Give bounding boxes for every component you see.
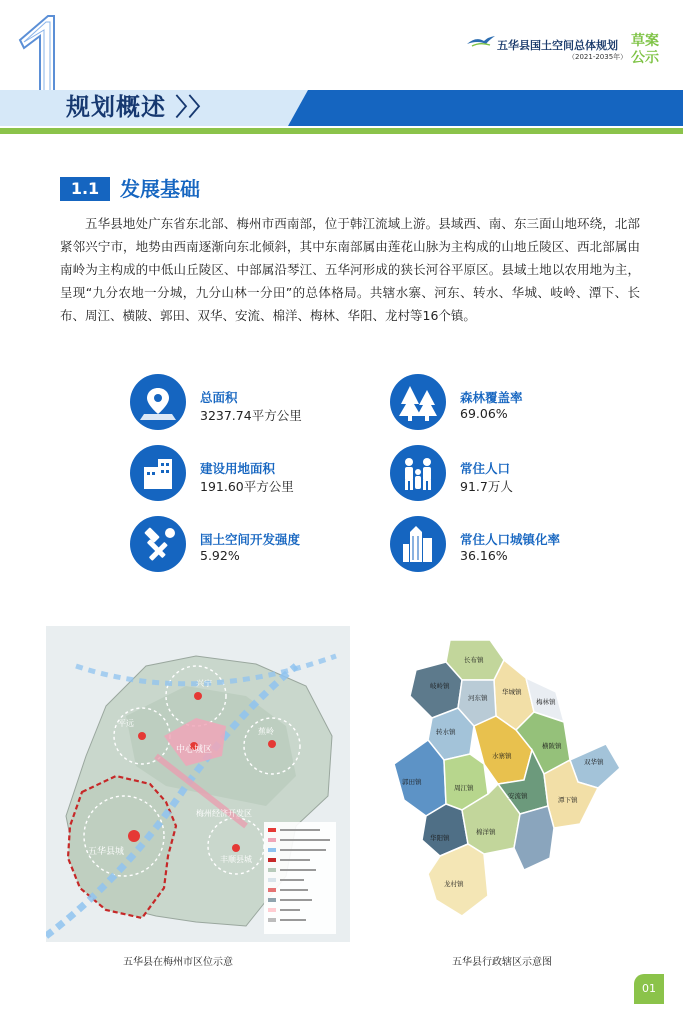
location-pin-icon (130, 374, 186, 430)
town-label: 华城镇 (502, 689, 522, 696)
stat-label-construction-land: 建设用地面积 (200, 461, 276, 476)
label-corridor: 梅州经济开发区 (196, 809, 252, 818)
stat-value-construction-land: 191.60平方公里 (200, 479, 294, 494)
stat-label-total-area: 总面积 (200, 390, 238, 405)
section-title: 发展基础 (120, 177, 200, 201)
town-label: 梅林镇 (536, 699, 556, 706)
section-paragraph: 五华县地处广东省东北部、梅州市西南部，位于韩江流域上游。县域西、南、东三面山地环绕，北部紧邻兴宁市，地势由西南逐渐向东北倾斜，其中东南部属由莲花山脉为主构成的山地丘陵区、西北部属由南岭为主构成的中低山丘陵区、中部属沿琴江、五华河形成的狭长河谷平原区。县域土地以农用地为主，呈现“九分农地一分城，九分山林一分田”的总体格局。共辖水寨、河东、转水、华城、岐岭、潭下、长布、周江、横陂、郭田、双华、安流、棉洋、梅林、华阳、龙村等16个镇。 (60, 216, 640, 323)
banner-underline (0, 128, 683, 134)
town-label: 棉洋镇 (476, 829, 496, 836)
plan-years: （2021-2035年） (568, 53, 628, 61)
label-fengshun: 丰顺县城 (220, 855, 252, 864)
town-label: 水寨镇 (492, 753, 512, 760)
town-label: 长布镇 (464, 657, 484, 664)
town-label: 安流镇 (508, 793, 528, 800)
label-wuhua: 五华县城 (88, 846, 125, 856)
label-jiaoling: 蕉岭 (258, 727, 274, 736)
stat-value-population: 91.7万人 (460, 479, 513, 494)
admin-map-caption: 五华县行政辖区示意图 (452, 957, 552, 968)
town-label: 郭田镇 (402, 779, 422, 786)
town-label: 岐岭镇 (430, 683, 450, 690)
city-skyline-icon (390, 516, 446, 572)
town-label: 龙村镇 (444, 881, 464, 888)
label-center-zone: 中心城区 (176, 744, 213, 754)
town-label: 周江镇 (454, 785, 474, 792)
location-map (46, 626, 350, 942)
people-icon (390, 445, 446, 501)
town-label: 双华镇 (584, 759, 604, 766)
stat-value-forest: 69.06% (460, 406, 508, 421)
document-title: 五华县国土空间总体规划 (497, 39, 618, 52)
label-xingning: 兴宁 (196, 679, 212, 688)
buildings-icon (130, 445, 186, 501)
bird-logo-icon (466, 34, 496, 48)
town-label: 潭下镇 (558, 797, 578, 804)
label-pingyuan: 平远 (118, 719, 134, 728)
town-label: 横陂镇 (542, 743, 562, 750)
hammer-wrench-icon (130, 516, 186, 572)
stat-label-urbanization: 常住人口城镇化率 (460, 532, 561, 547)
chapter-title: 规划概述 〉〉 (66, 93, 214, 121)
public-label: 公示 (631, 50, 659, 66)
stat-value-total-area: 3237.74平方公里 (200, 408, 302, 423)
admin-map (384, 634, 644, 918)
stat-value-development-intensity: 5.92% (200, 548, 240, 563)
stat-label-forest: 森林覆盖率 (460, 390, 523, 405)
stat-label-development-intensity: 国土空间开发强度 (200, 532, 301, 547)
location-map-caption: 五华县在梅州市区位示意 (123, 957, 233, 968)
stat-label-population: 常住人口 (460, 461, 511, 476)
page-number: 01 (634, 974, 664, 1004)
town-label: 转水镇 (436, 729, 456, 736)
map-legend (264, 822, 336, 934)
town-label: 华阳镇 (430, 835, 450, 842)
draft-label: 草案 (631, 33, 659, 49)
section-number: 1.1 (60, 177, 110, 201)
town-label: 河东镇 (468, 695, 488, 702)
forest-trees-icon (390, 374, 446, 430)
stat-value-urbanization: 36.16% (460, 548, 508, 563)
